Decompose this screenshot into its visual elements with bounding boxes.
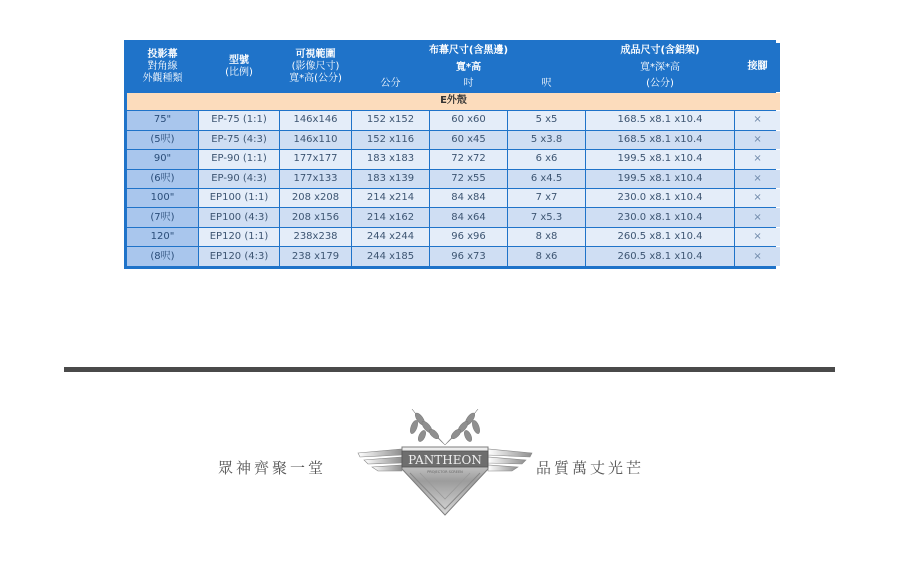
cell-cm: 214 x162 (352, 208, 429, 226)
table-row (127, 247, 780, 266)
section-divider (64, 367, 835, 372)
logo-text: PANTHEON (408, 453, 482, 467)
pantheon-logo (350, 403, 540, 518)
cell-size: (6呎) (127, 170, 198, 188)
header-remote: 接腳 (735, 43, 780, 92)
cell-mark: × (735, 131, 780, 149)
cell-cm: 244 x244 (352, 228, 429, 246)
cell-model: EP-75 (1:1) (199, 111, 279, 129)
header-product-unit: (公分) (586, 77, 734, 92)
cell-mark: × (735, 189, 780, 207)
cell-inch: 96 x96 (430, 228, 507, 246)
slogan-left: 眾神齊聚一堂 (218, 459, 327, 477)
header-model: 型號 (比例) (199, 43, 279, 92)
header-unit-ft: 呎 (508, 77, 585, 92)
cell-product: 168.5 x8.1 x10.4 (586, 111, 734, 129)
cell-size: 120" (127, 228, 198, 246)
cell-mark: × (735, 247, 780, 266)
cell-mark: × (735, 228, 780, 246)
table-row (127, 189, 780, 207)
table-row (127, 150, 780, 168)
header-fabric-sub: 寬*高 (352, 60, 585, 75)
cell-model: EP-75 (4:3) (199, 131, 279, 149)
cell-model: EP120 (4:3) (199, 247, 279, 266)
cell-ft: 7 x5.3 (508, 208, 585, 226)
cell-mark: × (735, 208, 780, 226)
cell-ft: 6 x4.5 (508, 170, 585, 188)
cell-mark: × (735, 111, 780, 129)
header-product-size: 成品尺寸(含鋁架) (586, 43, 734, 59)
header-unit-cm: 公分 (352, 77, 429, 92)
cell-mark: × (735, 170, 780, 188)
cell-cm: 244 x185 (352, 247, 429, 266)
cell-ft: 8 x6 (508, 247, 585, 266)
cell-product: 260.5 x8.1 x10.4 (586, 247, 734, 266)
spec-table-frame (124, 40, 776, 269)
cell-model: EP100 (4:3) (199, 208, 279, 226)
cell-mark: × (735, 150, 780, 168)
cell-product: 168.5 x8.1 x10.4 (586, 131, 734, 149)
group-label: E外殼 (127, 93, 780, 110)
cell-cm: 183 x183 (352, 150, 429, 168)
cell-view: 238x238 (280, 228, 351, 246)
cell-view: 238 x179 (280, 247, 351, 266)
cell-view: 146x146 (280, 111, 351, 129)
cell-ft: 5 x5 (508, 111, 585, 129)
table-row (127, 131, 780, 149)
table-row (127, 170, 780, 188)
cell-cm: 152 x152 (352, 111, 429, 129)
table-row (127, 208, 780, 226)
cell-inch: 72 x55 (430, 170, 507, 188)
cell-model: EP100 (1:1) (199, 189, 279, 207)
cell-product: 199.5 x8.1 x10.4 (586, 150, 734, 168)
cell-ft: 6 x6 (508, 150, 585, 168)
cell-product: 260.5 x8.1 x10.4 (586, 228, 734, 246)
cell-view: 177x177 (280, 150, 351, 168)
header-unit-inch: 吋 (430, 77, 507, 92)
cell-inch: 96 x73 (430, 247, 507, 266)
cell-product: 199.5 x8.1 x10.4 (586, 170, 734, 188)
cell-ft: 8 x8 (508, 228, 585, 246)
cell-product: 230.0 x8.1 x10.4 (586, 189, 734, 207)
cell-model: EP-90 (1:1) (199, 150, 279, 168)
cell-view: 177x133 (280, 170, 351, 188)
cell-size: (7呎) (127, 208, 198, 226)
slogan-right: 品質萬丈光芒 (536, 459, 645, 477)
header-screen-diagonal: 投影幕 對角線 外觀種類 (127, 43, 198, 92)
cell-model: EP-90 (4:3) (199, 170, 279, 188)
cell-view: 146x110 (280, 131, 351, 149)
table-row (127, 228, 780, 246)
cell-inch: 84 x84 (430, 189, 507, 207)
cell-size: 100" (127, 189, 198, 207)
cell-view: 208 x208 (280, 189, 351, 207)
logo-subtext: PROJECTOR SCREEN (427, 470, 463, 474)
cell-size: 90" (127, 150, 198, 168)
header-viewing-area: 可視範圍 (影像尺寸) 寬*高(公分) (280, 43, 351, 92)
cell-ft: 5 x3.8 (508, 131, 585, 149)
table-row (127, 111, 780, 129)
cell-size: (5呎) (127, 131, 198, 149)
cell-product: 230.0 x8.1 x10.4 (586, 208, 734, 226)
cell-model: EP120 (1:1) (199, 228, 279, 246)
cell-inch: 60 x45 (430, 131, 507, 149)
cell-view: 208 x156 (280, 208, 351, 226)
spec-table (126, 42, 781, 267)
cell-inch: 72 x72 (430, 150, 507, 168)
header-fabric-size: 布幕尺寸(含黑邊) (352, 43, 585, 59)
cell-inch: 60 x60 (430, 111, 507, 129)
cell-inch: 84 x64 (430, 208, 507, 226)
cell-size: 75" (127, 111, 198, 129)
header-product-sub: 寬*深*高 (586, 60, 734, 75)
cell-cm: 183 x139 (352, 170, 429, 188)
cell-cm: 214 x214 (352, 189, 429, 207)
cell-cm: 152 x116 (352, 131, 429, 149)
cell-size: (8呎) (127, 247, 198, 266)
cell-ft: 7 x7 (508, 189, 585, 207)
